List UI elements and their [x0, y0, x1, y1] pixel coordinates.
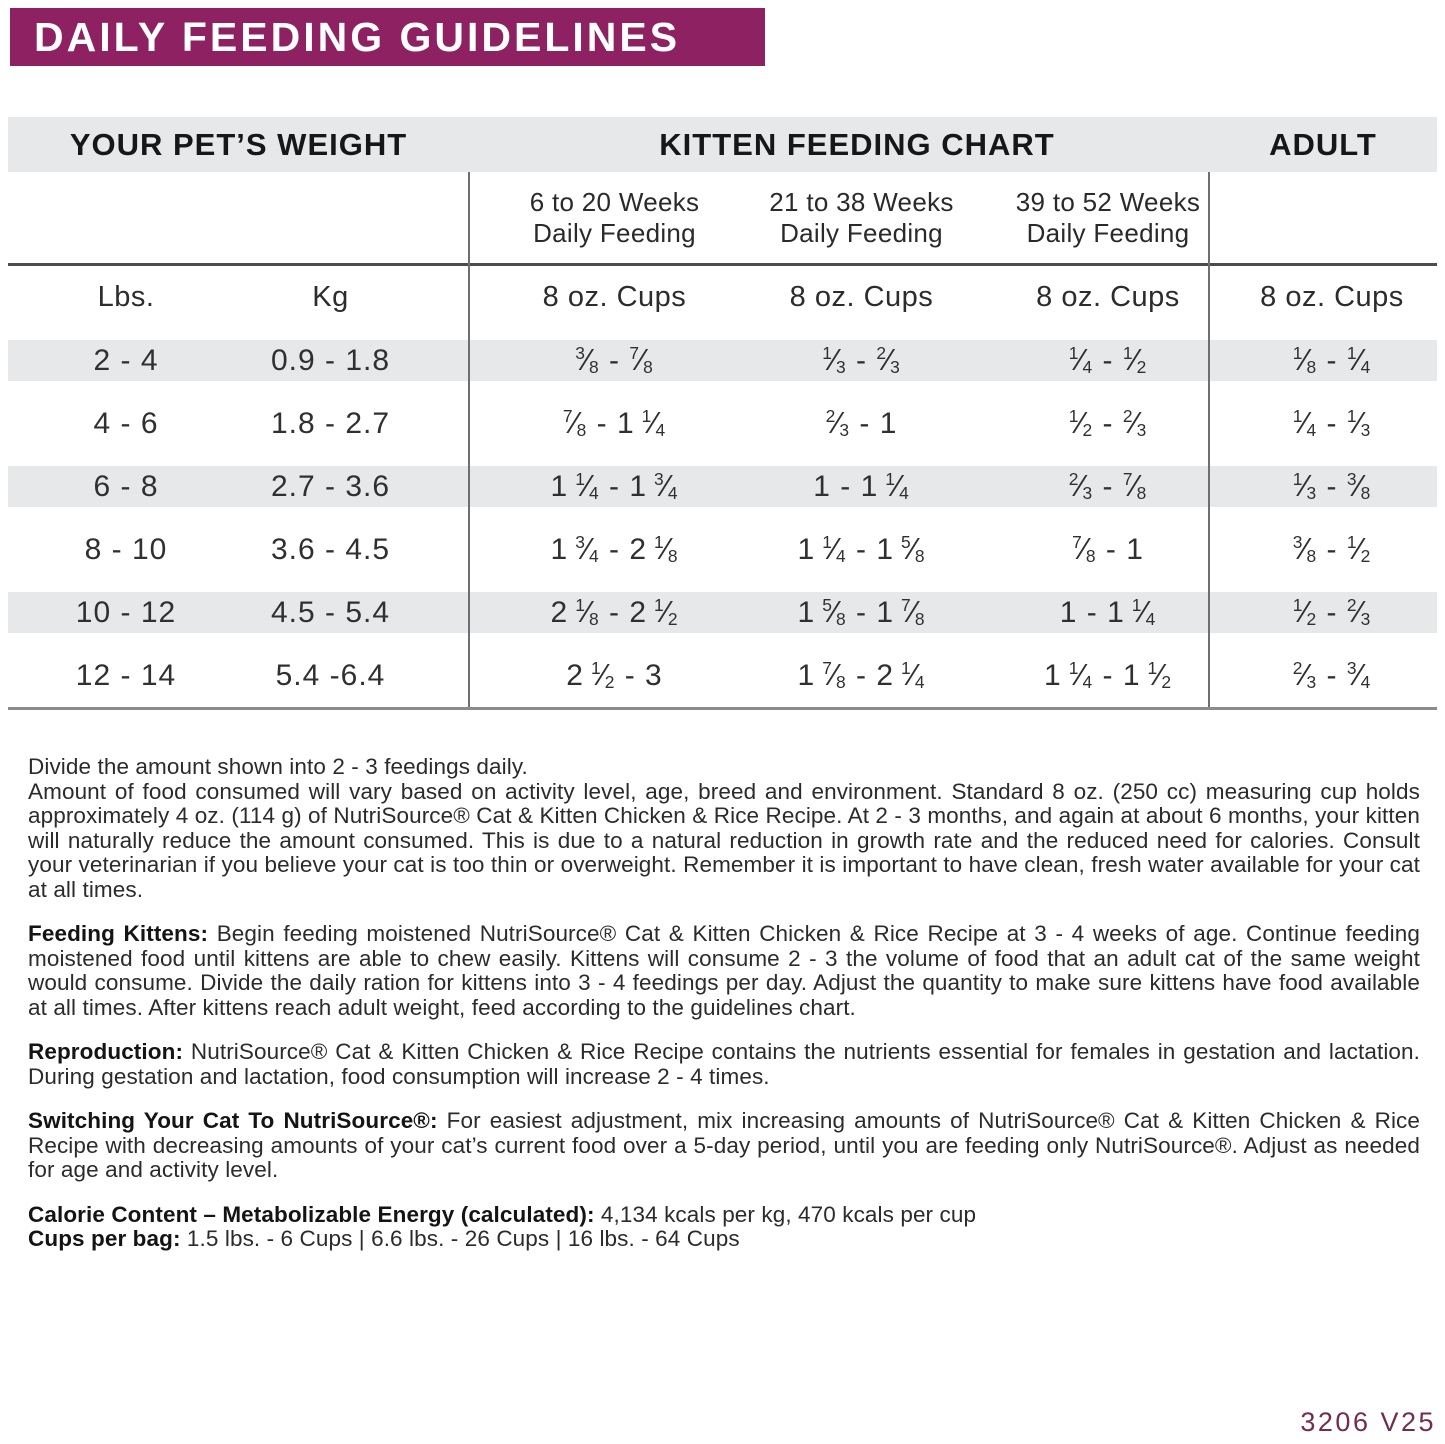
kitten-cups-cell: $^2$⁄3 - 1 — [825, 405, 898, 441]
units-header-row — [8, 266, 1437, 329]
kitten-cups-cell: $^3$⁄8 - $^7$⁄8 — [575, 342, 654, 378]
weight-kg-cell: 2.7 - 3.6 — [270, 469, 391, 503]
weight-lbs-cell: 2 - 4 — [93, 343, 159, 377]
table-row — [8, 644, 1437, 707]
kitten-cups-cell: 2 $^1$⁄2 - 3 — [566, 657, 663, 693]
table-bottom-rule — [8, 707, 1437, 710]
paragraph-label: Switching Your Cat To NutriSource®: — [28, 1108, 438, 1133]
calorie-content-line — [28, 1203, 1420, 1228]
amount-varies-text: Amount of food consumed will vary based on activity level, age, breed and environment. Standard 8 oz. (250 cc) measuring cup holds approximately 4 oz. (114 g) of NutriSource® Cat & Kitten Chicken & Rice Recipe. At 2 - 3 months, and again at about 6 months, your kitten will naturally reduce the amount consumed. This is due to a natural reduction in growth rate and the reduced need for calories. Consult your veterinarian if you believe your cat is too thin or overweight. Remember it is important to have clean, fresh water available for your cat at all times. — [28, 778, 1420, 902]
paragraph-text: Begin feeding moistened NutriSource® Cat & Kitten Chicken & Rice Recipe at 3 - 4 weeks of age. Continue feeding moistened food until kittens are able to chew easily. Kittens will consume 2 - 3 the volume of food that an adult cat of the same weight would consume. Divide the daily ration for kittens into 3 - 4 feedings per day. Adjust the quantity to make sure kittens have food available at all times. After kittens reach adult weight, feed according to the guidelines chart. — [28, 921, 1420, 1020]
feeding-kittens-paragraph — [28, 922, 1420, 1020]
kitten-cups-cell: $^7$⁄8 - 1 $^1$⁄4 — [562, 405, 667, 441]
table-row — [8, 581, 1437, 644]
table-row — [8, 329, 1437, 392]
age-header-row — [8, 172, 1437, 263]
calorie-content-block — [28, 1203, 1420, 1252]
weight-kg-cell: 5.4 -6.4 — [275, 658, 386, 692]
kitten-cups-cell: $^1$⁄3 - $^2$⁄3 — [822, 342, 901, 378]
kitten-cups-cell: $^1$⁄2 - $^2$⁄3 — [1068, 405, 1148, 441]
weight-kg-cell: 4.5 - 5.4 — [270, 595, 391, 629]
paragraph-label: Reproduction: — [28, 1039, 184, 1064]
cups-per-bag-line — [28, 1227, 1420, 1252]
age-range-label: 21 to 38 Weeks — [769, 186, 954, 217]
weight-lbs-cell: 12 - 14 — [75, 658, 177, 692]
cups-per-bag-label: Cups per bag: — [28, 1226, 181, 1251]
paragraph-text: For easiest adjustment, mix increasing amounts of NutriSource® Cat & Kitten Chicken & Rice Recipe with decreasing amounts of your cat’s current food over a 5-day period, until you are feeding only NutriSource®. Adjust as needed for age and activity level. — [28, 1108, 1421, 1182]
table-body — [8, 329, 1437, 707]
table-row — [8, 392, 1437, 455]
page-title: DAILY FEEDING GUIDELINES — [10, 8, 765, 66]
adult-cups-cell: $^1$⁄3 - $^3$⁄8 — [1292, 468, 1372, 504]
kitten-cups-cell: 1 - 1 $^1$⁄4 — [813, 468, 910, 504]
weight-section-header: YOUR PET’S WEIGHT — [69, 126, 408, 162]
kitten-cups-cell: $^7$⁄8 - 1 — [1072, 531, 1144, 567]
age-range-label: 39 to 52 Weeks — [1015, 186, 1201, 217]
column-divider-left — [468, 172, 470, 707]
weight-kg-cell: 1.8 - 2.7 — [270, 406, 391, 440]
adult-cups-cell: $^3$⁄8 - $^1$⁄2 — [1292, 531, 1372, 567]
age-subtitle-label: Daily Feeding — [780, 217, 943, 248]
notes-section — [28, 755, 1420, 1252]
adult-header: ADULT — [1269, 126, 1377, 162]
adult-cups-cell: $^1$⁄2 - $^2$⁄3 — [1292, 594, 1372, 630]
kitten-cups-cell: $^1$⁄4 - $^1$⁄2 — [1068, 342, 1148, 378]
adult-cups-cell: $^1$⁄4 - $^1$⁄3 — [1292, 405, 1372, 441]
cups-unit-header: 8 oz. Cups — [1260, 281, 1404, 313]
age-range-label: 6 to 20 Weeks — [529, 186, 700, 217]
kg-unit-header: Kg — [312, 281, 349, 313]
age-column-header — [716, 187, 963, 249]
switching-paragraph — [28, 1109, 1420, 1183]
weight-kg-cell: 0.9 - 1.8 — [270, 343, 391, 377]
calorie-content-label: Calorie Content – Metabolizable Energy (calculated): — [28, 1201, 595, 1227]
kitten-cups-cell: 1 $^1$⁄4 - 1 $^3$⁄4 — [550, 468, 679, 504]
kitten-cups-cell: $^2$⁄3 - $^7$⁄8 — [1068, 468, 1148, 504]
kitten-cups-cell: 1 - 1 $^1$⁄4 — [1059, 594, 1157, 630]
kitten-cups-cell: 1 $^1$⁄4 - 1 $^5$⁄8 — [797, 531, 926, 567]
kitten-cups-cell: 1 $^3$⁄4 - 2 $^1$⁄8 — [550, 531, 679, 567]
age-subtitle-label: Daily Feeding — [1026, 217, 1190, 248]
lbs-unit-header: Lbs. — [97, 281, 155, 313]
weight-lbs-cell: 10 - 12 — [75, 595, 177, 629]
cups-unit-header: 8 oz. Cups — [789, 281, 934, 313]
table-row — [8, 455, 1437, 518]
feeding-table — [8, 117, 1437, 710]
paragraph-label: Feeding Kittens: — [28, 921, 209, 946]
age-column-header — [963, 187, 1209, 249]
age-column-header — [469, 187, 716, 249]
calorie-content-value: 4,134 kcals per kg, 470 kcals per cup — [600, 1201, 977, 1227]
kitten-cups-cell: 1 $^5$⁄8 - 1 $^7$⁄8 — [797, 594, 926, 630]
cups-unit-header: 8 oz. Cups — [1036, 281, 1180, 313]
kitten-chart-header: KITTEN FEEDING CHART — [659, 126, 1055, 162]
cups-unit-header: 8 oz. Cups — [542, 281, 687, 313]
product-code: 3206 V25 — [1300, 1407, 1436, 1437]
general-feeding-note — [28, 755, 1420, 902]
kitten-cups-cell: 2 $^1$⁄8 - 2 $^1$⁄2 — [550, 594, 679, 630]
kitten-cups-cell: 1 $^7$⁄8 - 2 $^1$⁄4 — [797, 657, 926, 693]
adult-cups-cell: $^1$⁄8 - $^1$⁄4 — [1292, 342, 1372, 378]
weight-lbs-cell: 4 - 6 — [93, 406, 159, 440]
age-subtitle-label: Daily Feeding — [533, 217, 696, 248]
weight-lbs-cell: 6 - 8 — [93, 469, 159, 503]
reproduction-paragraph — [28, 1040, 1420, 1089]
kitten-cups-cell: 1 $^1$⁄4 - 1 $^1$⁄2 — [1044, 657, 1172, 693]
paragraph-text: NutriSource® Cat & Kitten Chicken & Rice Recipe contains the nutrients essential for females in gestation and lactation. During gestation and lactation, food consumption will increase 2 - 4 times. — [28, 1039, 1420, 1089]
table-row — [8, 518, 1437, 581]
cups-per-bag-value: 1.5 lbs. - 6 Cups | 6.6 lbs. - 26 Cups | 16 lbs. - 64 Cups — [186, 1226, 740, 1251]
weight-kg-cell: 3.6 - 4.5 — [270, 532, 391, 566]
weight-lbs-cell: 8 - 10 — [84, 532, 168, 566]
divide-feedings-line: Divide the amount shown into 2 - 3 feedings daily. — [28, 754, 528, 779]
column-divider-right — [1208, 172, 1210, 707]
adult-cups-cell: $^2$⁄3 - $^3$⁄4 — [1292, 657, 1372, 693]
table-header-band — [8, 117, 1437, 172]
